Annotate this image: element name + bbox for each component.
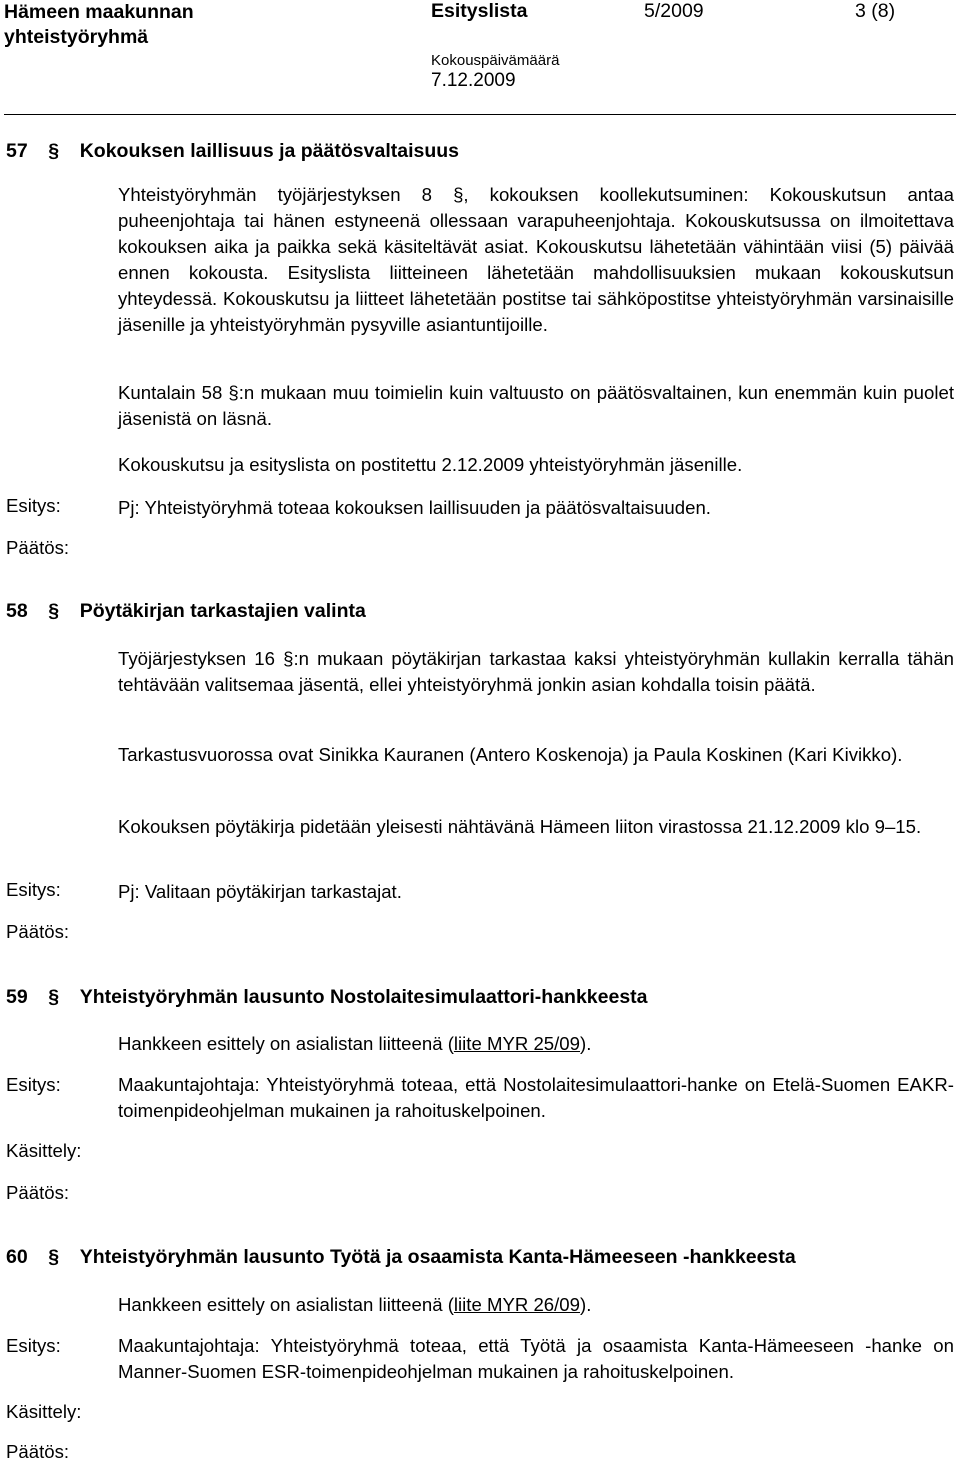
section-heading-60 [6,1246,796,1269]
section-title: Yhteistyöryhmän lausunto Nostolaitesimulaattori-hankkeesta [79,986,648,1008]
section-paragraph: Kuntalain 58 §:n mukaan muu toimielin kuin valtuusto on päätösvaltainen, kun enemmän kuin puolet jäsenistä on läsnä. [118,382,954,429]
esitys-text: Pj: Valitaan pöytäkirjan tarkastajat. [118,881,402,902]
section-paragraph: Kokouskutsu ja esityslista on postitettu 2.12.2009 yhteistyöryhmän jäsenille. [118,454,743,475]
date-label: Kokouspäivämäärä [431,52,560,69]
section-heading-59 [6,986,648,1009]
section-paragraph: Tarkastusvuorossa ovat Sinikka Kauranen (Antero Koskenoja) ja Paula Koskinen (Kari Kivikko). [118,744,903,765]
kasittely-label: Käsittely: [6,1140,82,1161]
paatos-label: Päätös: [6,1441,70,1462]
section-heading-57 [6,140,459,163]
section-symbol: § [48,986,60,1008]
paatos-label: Päätös: [6,537,70,558]
section-heading-58 [6,600,366,623]
section-paragraph: Työjärjestyksen 16 §:n mukaan pöytäkirjan tarkastaa kaksi yhteistyöryhmän kullakin kerralla tähän tehtävään valitsemaa jäsentä, ellei yhteistyöryhmä jonkin asian kohdalla toisin päätä. [118,648,954,695]
organization-subname: yhteistyöryhmä [4,26,149,48]
section-number: 57 [6,140,28,162]
kasittely-label: Käsittely: [6,1401,82,1422]
section-symbol: § [48,140,60,162]
header-divider [4,114,956,115]
esitys-label: Esitys: [6,1074,61,1095]
section-number: 58 [6,600,28,622]
attachment-text: Hankkeen esittely on asialistan liitteenä ( [118,1294,454,1315]
attachment-link[interactable]: liite MYR 25/09 [453,1033,580,1054]
document-type: Esityslista [431,0,528,22]
attachment-text-end: ). [580,1033,592,1054]
section-title: Yhteistyöryhmän lausunto Työtä ja osaamista Kanta-Hämeeseen -hankkeesta [79,1246,796,1268]
section-number: 60 [6,1246,28,1268]
esitys-text: Pj: Yhteistyöryhmä toteaa kokouksen laillisuuden ja päätösvaltaisuuden. [118,497,711,518]
section-symbol: § [48,600,60,622]
section-title: Pöytäkirjan tarkastajien valinta [79,600,366,622]
attachment-text: Hankkeen esittely on asialistan liitteenä ( [118,1033,454,1054]
attachment-reference [118,1031,954,1057]
meeting-date: 7.12.2009 [431,70,516,91]
document-number: 5/2009 [644,0,704,22]
esitys-label: Esitys: [6,1335,61,1356]
esitys-text: Maakuntajohtaja: Yhteistyöryhmä toteaa, että Työtä ja osaamista Kanta-Hämeeseen -hanke on Manner-Suomen ESR-toimenpideohjelman mukainen ja rahoituskelpoinen. [118,1335,954,1382]
section-symbol: § [48,1246,60,1268]
section-paragraph: Kokouksen pöytäkirja pidetään yleisesti nähtävänä Hämeen liiton virastossa 21.12.2009 klo 9–15. [118,816,922,837]
paatos-label: Päätös: [6,921,70,942]
section-paragraph: Yhteistyöryhmän työjärjestyksen 8 §, kokouksen koollekutsuminen: Kokouskutsun antaa puheenjohtaja tai hänen estyneenä ollessaan varapuheenjohtaja. Kokouskutsussa on ilmoitettava kokouksen aika ja paikka sekä käsiteltävät asiat. Kokouskutsu lähetetään vähintään viisi (5) päivää ennen kokousta. Esityslista liitteineen lähetetään mahdollisuuksien mukaan kokouskutsun yhteydessä. Kokouskutsu ja liitteet lähetetään postitse tai sähköpostitse yhteistyöryhmän varsinaisille jäsenille ja yhteistyöryhmän pysyville asiantuntijoille. [118,184,954,335]
esitys-label: Esitys: [6,495,61,516]
attachment-link[interactable]: liite MYR 26/09 [453,1294,580,1315]
attachment-reference [118,1292,954,1318]
organization-name: Hämeen maakunnan [4,1,194,23]
section-title: Kokouksen laillisuus ja päätösvaltaisuus [79,140,460,162]
section-number: 59 [6,986,28,1008]
esitys-label: Esitys: [6,879,61,900]
page-number: 3 (8) [855,0,896,22]
esitys-text: Maakuntajohtaja: Yhteistyöryhmä toteaa, että Nostolaitesimulaattori-hanke on Etelä-Suomen EAKR-toimenpideohjelman mukainen ja rahoituskelpoinen. [118,1074,954,1121]
paatos-label: Päätös: [6,1182,70,1203]
attachment-text-end: ). [580,1294,592,1315]
